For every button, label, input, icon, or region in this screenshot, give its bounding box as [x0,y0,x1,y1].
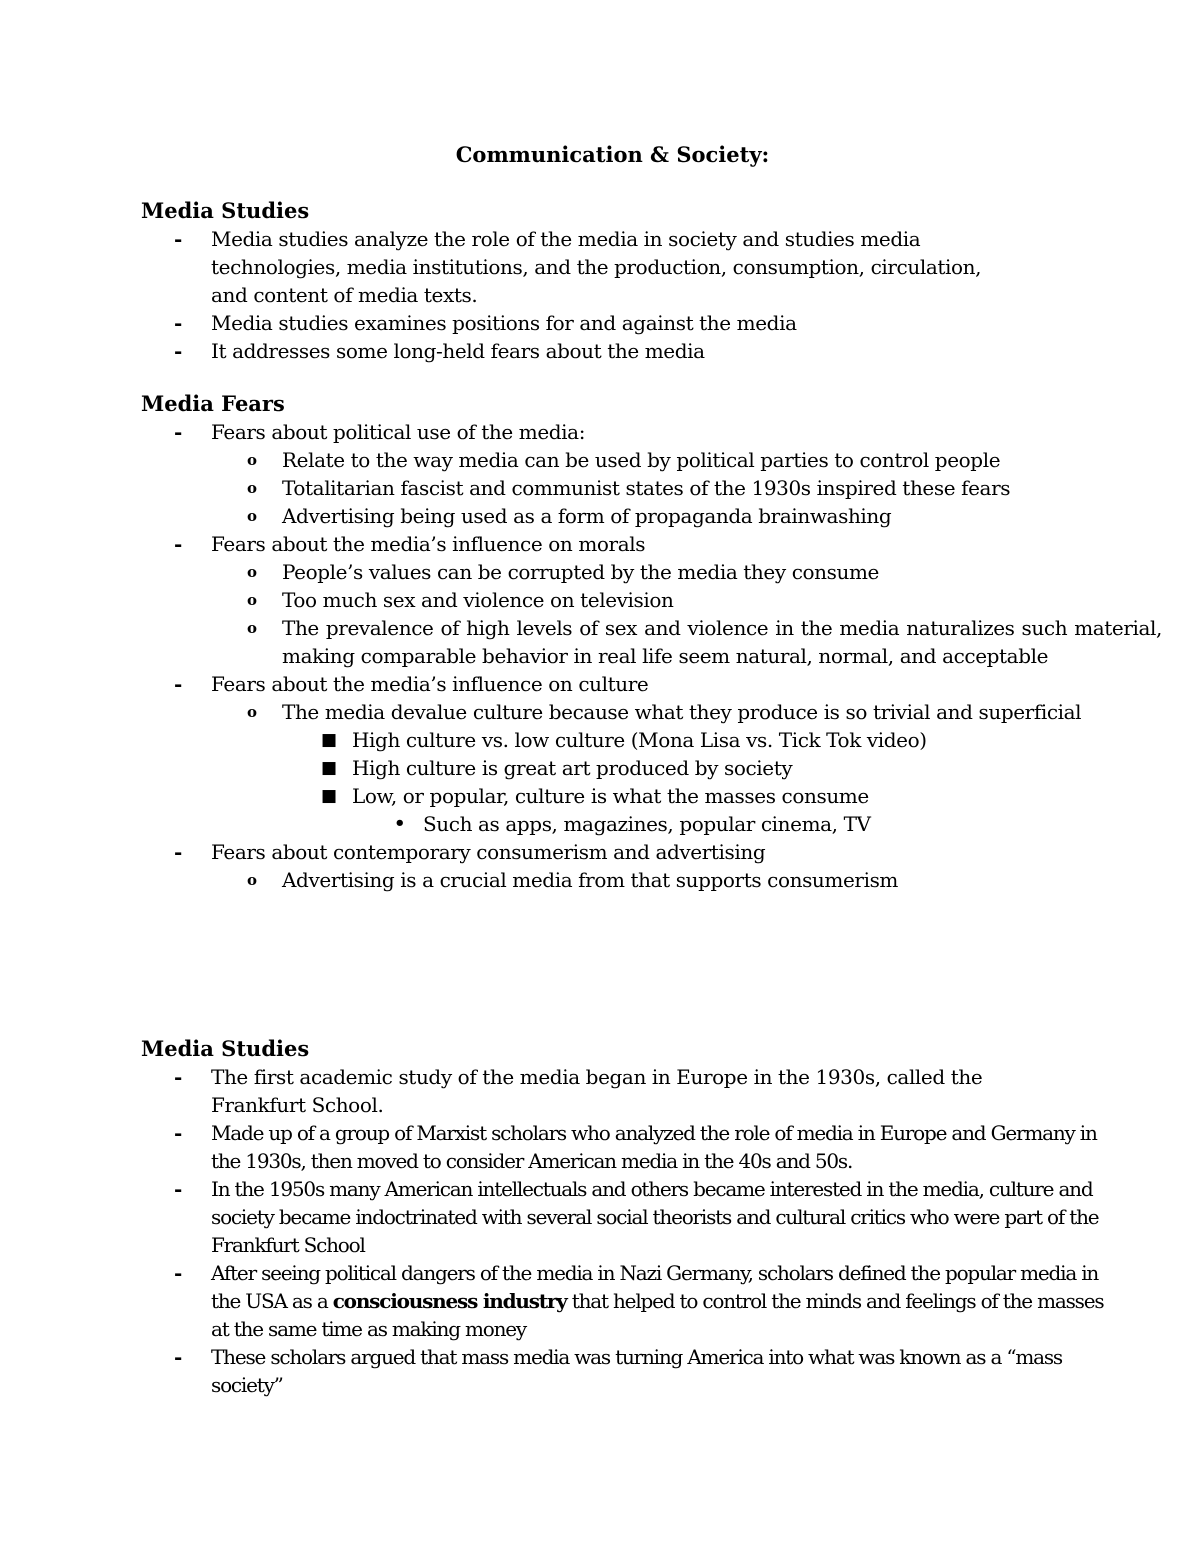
dash-bullet: - [174,532,182,556]
document-title: Communication & Society: [455,142,770,167]
sub-list-item [141,502,1041,530]
dot-bullet: • [394,813,406,834]
list-item [141,1343,1121,1399]
sub-list-item [141,614,1162,670]
list-item [141,418,1041,446]
list-item-text: Relate to the way media can be used by political parties to control people [282,448,1001,472]
list-item-text: It addresses some long-held fears about the media [211,339,705,363]
sub-list-item [141,474,1072,502]
sub-sub-list-item [141,726,1041,754]
circle-bullet: o [247,507,257,525]
square-bullet: ■ [321,758,337,778]
list-item-text: The prevalence of high levels of sex and violence in the media naturalizes such material, making comparable behavior in real life seem natural, normal, and acceptable [282,616,1162,668]
sub-sub-list-item [141,754,1041,782]
list-item-text: Fears about contemporary consumerism and advertising [211,840,766,864]
list-item-text: These scholars argued that mass media was turning America into what was known as a “mass society” [211,1345,1062,1397]
section-media-studies-intro [141,197,1041,365]
list-item [141,838,1041,866]
square-bullet: ■ [321,730,337,750]
dash-bullet: - [174,339,182,363]
circle-bullet: o [247,451,257,469]
list-item-text: High culture is great art produced by society [352,756,793,780]
text-run: After seeing political dangers of the media in Nazi Germany, scholars defined the popular media in the USA as a [211,1261,1099,1313]
dash-bullet: - [174,1121,182,1145]
list-item-text: Media studies analyze the role of the media in society and studies media technologies, media institutions, and the production, consumption, circulation, and content of media texts. [211,227,982,307]
dash-bullet: - [174,672,182,696]
dash-bullet: - [174,420,182,444]
list-item-text: In the 1950s many American intellectuals and others became interested in the media, culture and society became indoctrinated with several social theorists and cultural critics who were part of the Frankfurt School [211,1177,1099,1257]
list-item-text: Totalitarian fascist and communist states of the 1930s inspired these fears [282,476,1011,500]
section-media-fears [141,390,1162,894]
bold-term: consciousness industry [332,1289,567,1313]
list-item-text: Advertising is a crucial media from that supports consumerism [282,868,899,892]
list-item-text: Made up of a group of Marxist scholars who analyzed the role of media in Europe and Germany in the 1930s, then moved to consider American media in the 40s and 50s. [211,1121,1097,1173]
circle-bullet: o [247,871,257,889]
list-item-text: Low, or popular, culture is what the masses consume [352,784,869,808]
circle-bullet: o [247,619,257,637]
circle-bullet: o [247,703,257,721]
section-heading: Media Studies [141,1036,310,1061]
circle-bullet: o [247,563,257,581]
sub-list-item [141,586,1041,614]
list-item-text: Too much sex and violence on television [282,588,674,612]
dash-bullet: - [174,1177,182,1201]
list-item-text: Fears about political use of the media: [211,420,586,444]
dash-bullet: - [174,1065,182,1089]
square-bullet: ■ [321,786,337,806]
list-item-text: People’s values can be corrupted by the media they consume [282,560,879,584]
sub-list-item [141,446,1072,474]
sub-list-item [141,558,1041,586]
list-item-text [211,1261,1103,1341]
list-item [141,337,1041,365]
circle-bullet: o [247,591,257,609]
dash-bullet: - [174,311,182,335]
circle-bullet: o [247,479,257,497]
list-item [141,1119,1111,1175]
sub-sub-sub-list-item [141,810,1041,838]
list-item [141,1063,1071,1119]
dash-bullet: - [174,1345,182,1369]
list-item [141,1259,1121,1343]
dash-bullet: - [174,1261,182,1285]
list-item-text: The media devalue culture because what they produce is so trivial and superficial [282,700,1082,724]
sub-list-item [141,866,1041,894]
list-item-text: The first academic study of the media began in Europe in the 1930s, called the Frankfurt School. [211,1065,983,1117]
list-item-text: Fears about the media’s influence on culture [211,672,649,696]
list-item-text: Media studies examines positions for and against the media [211,311,797,335]
list-item-text: Such as apps, magazines, popular cinema, TV [423,812,871,836]
list-item [141,225,1001,309]
list-item-text: Advertising being used as a form of propaganda brainwashing [282,504,892,528]
section-heading: Media Fears [141,391,285,416]
list-item [141,309,1041,337]
sub-sub-list-item [141,782,1041,810]
dash-bullet: - [174,840,182,864]
sub-list-item [141,698,1142,726]
dash-bullet: - [174,227,182,251]
section-heading: Media Studies [141,198,310,223]
list-item [141,1175,1131,1259]
text-run: that helped to control the minds and feelings of the masses at the same time as making money [211,1289,1104,1341]
list-item-text: Fears about the media’s influence on morals [211,532,646,556]
section-media-studies-history [141,1035,1104,1399]
list-item-text: High culture vs. low culture (Mona Lisa vs. Tick Tok video) [352,728,927,752]
list-item [141,530,1041,558]
list-item [141,670,1041,698]
